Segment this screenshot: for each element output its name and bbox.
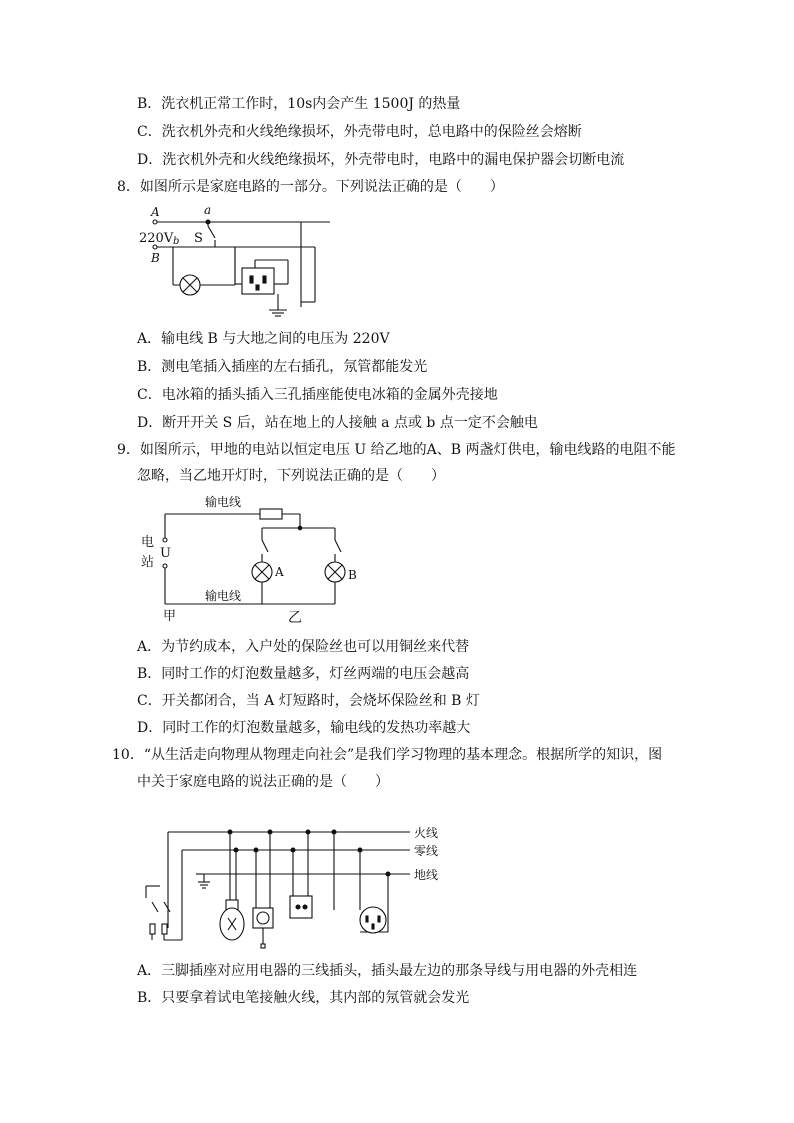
q7-option-b: B．洗衣机正常工作时，10s内会产生 1500J 的热量 xyxy=(137,96,461,112)
q9-label-line-top: 输电线 xyxy=(205,495,242,509)
q10-option-a: A．三脚插座对应用电器的三线插头，插头最左边的那条导线与用电器的外壳相连 xyxy=(137,963,638,979)
q10-stem-line2: 中关于家庭电路的说法正确的是（ ） xyxy=(137,774,389,790)
q9-label-zhan: 站 xyxy=(141,555,155,570)
q8-option-a: A．输电线 B 与大地之间的电压为 220V xyxy=(137,331,390,347)
q7-option-d: D．洗衣机外壳和火线绝缘损坏，外壳带电时，电路中的漏电保护器会切断电流 xyxy=(137,152,625,168)
q9-option-c: C．开关都闭合，当 A 灯短路时，会烧坏保险丝和 B 灯 xyxy=(137,693,480,709)
q8-label-b-lower: b xyxy=(173,236,180,247)
q9-stem-line1: 9．如图所示，甲地的电站以恒定电压 U 给乙地的A、B 两盏灯供电，输电线路的电阻不能 xyxy=(117,442,676,458)
q10-option-b: B．只要拿着试电笔接触火线，其内部的氖管就会发光 xyxy=(137,990,470,1006)
q9-option-b: B．同时工作的灯泡数量越多，灯丝两端的电压会越高 xyxy=(137,666,470,682)
q9-option-a: A．为节约成本，入户处的保险丝也可以用铜丝来代替 xyxy=(137,639,470,655)
q10-label-ground-wire: 地线 xyxy=(414,868,439,882)
q8-label-b-upper: B xyxy=(151,251,160,265)
q9-label-lamp-b: B xyxy=(348,568,357,582)
q10-label-neutral-wire: 零线 xyxy=(414,844,439,858)
q8-option-c: C．电冰箱的插头插入三孔插座能使电冰箱的金属外壳接地 xyxy=(137,387,498,403)
q8-stem: 8．如图所示是家庭电路的一部分。下列说法正确的是（ ） xyxy=(117,179,504,195)
q9-label-jia: 甲 xyxy=(163,609,177,624)
q9-label-dian: 电 xyxy=(141,535,155,550)
q9-stem-line2: 忽略，当乙地开灯时，下列说法正确的是（ ） xyxy=(137,468,445,484)
q8-option-b: B．测电笔插入插座的左右插孔，氖管都能发光 xyxy=(137,359,428,375)
q8-option-d: D．断开开关 S 后，站在地上的人接触 a 点或 b 点一定不会触电 xyxy=(137,415,538,431)
q10-stem-line1: 10．“从生活走向物理从物理走向社会”是我们学习物理的基本理念。根据所学的知识，图 xyxy=(112,747,663,763)
q8-label-switch: S xyxy=(194,231,203,246)
q8-label-220v: 220V xyxy=(139,231,174,246)
q8-label-a-lower: a xyxy=(204,203,212,217)
q8-circuit-diagram xyxy=(135,202,350,324)
q9-option-d: D．同时工作的灯泡数量越多，输电线的发热功率越大 xyxy=(137,720,471,736)
q10-household-circuit-diagram xyxy=(138,820,448,955)
q9-label-line-bottom: 输电线 xyxy=(205,589,242,603)
q9-label-u: U xyxy=(160,546,171,561)
q9-label-lamp-a: A xyxy=(275,565,284,579)
q10-label-live-wire: 火线 xyxy=(414,826,439,840)
q8-label-a-upper: A xyxy=(151,205,160,219)
q9-circuit-diagram xyxy=(135,492,375,628)
q7-option-c: C．洗衣机外壳和火线绝缘损坏，外壳带电时，总电路中的保险丝会熔断 xyxy=(137,124,582,140)
q9-label-yi: 乙 xyxy=(288,610,302,626)
